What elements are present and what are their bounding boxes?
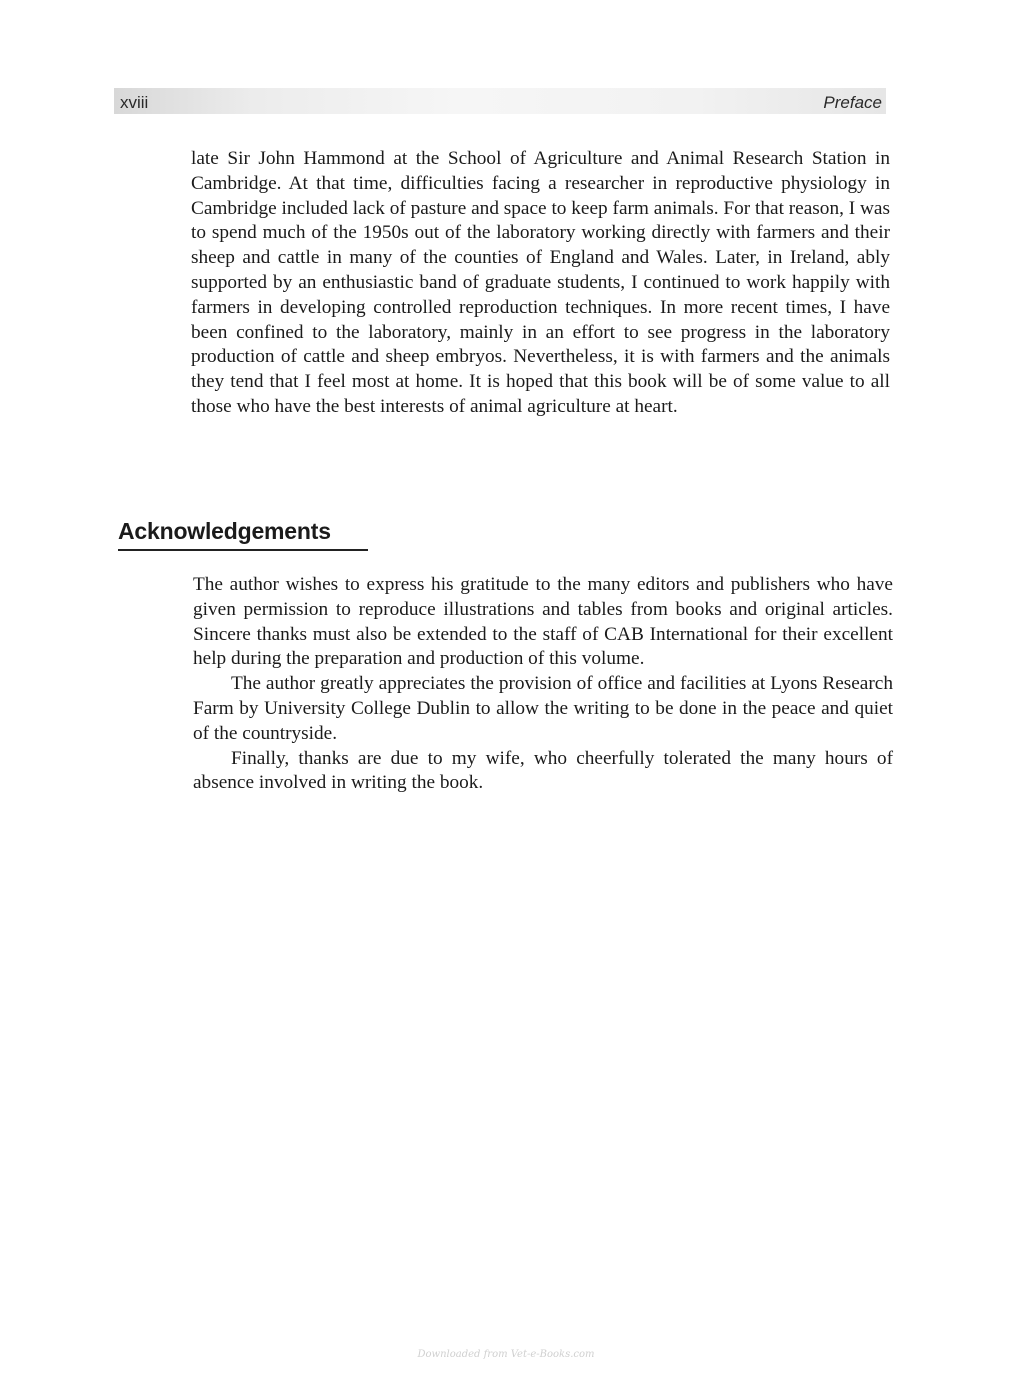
acknowledgements-paragraph-3: Finally, thanks are due to my wife, who cheerfully tolerated the many hours of absence involved in writing the book. [193, 747, 893, 794]
section-heading: Acknowledgements [118, 518, 331, 544]
page-number: xviii [120, 93, 149, 112]
acknowledgements-section [118, 518, 898, 551]
preface-paragraph: late Sir John Hammond at the School of Agriculture and Animal Research Station in Cambridge. At that time, difficulties facing a researcher in reproductive physiology in Cambridge included lack of pasture and space to keep farm animals. For that reason, I was to spend much of the 1950s out of the laboratory working directly with farmers and their sheep and cattle in many of the counties of England and Wales. Later, in Ireland, ably supported by an enthusiastic band of graduate students, I continued to work happily with farmers in developing controlled reproduction techniques. In more recent times, I have been confined to the laboratory, mainly in an effort to see progress in the laboratory production of cattle and sheep embryos. Nevertheless, it is with farmers and the animals they tend that I feel most at home. It is hoped that this book will be of some value to all those who have the best interests of animal agriculture at heart. [191, 148, 890, 417]
acknowledgements-paragraph-2: The author greatly appreciates the provision of office and facilities at Lyons Research Farm by University College Dublin to allow the writing to be done in the peace and quiet of the countryside. [193, 673, 893, 744]
acknowledgements-paragraph-1: The author wishes to express his gratitude to the many editors and publishers who have given permission to reproduce illustrations and tables from books and original articles. Sincere thanks must also be extended to the staff of CAB International for their excellent help during the preparation and production of this volume. [193, 574, 893, 670]
heading-underline [118, 549, 368, 551]
footer-watermark: Downloaded from Vet-e-Books.com [417, 1349, 595, 1360]
running-header-band [114, 88, 886, 114]
running-head: Preface [823, 93, 882, 112]
acknowledgements-body [193, 573, 893, 796]
